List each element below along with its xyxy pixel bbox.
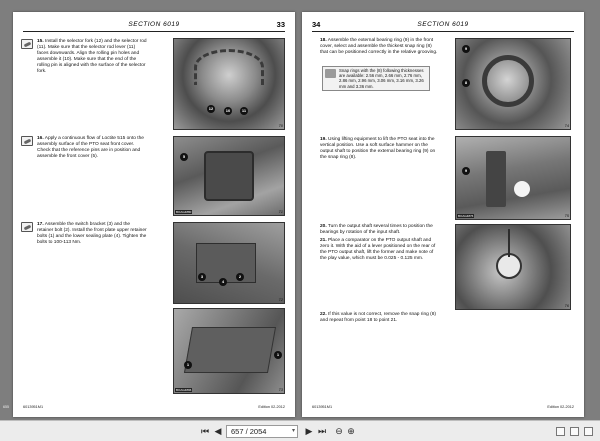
figure-number: 74 (564, 123, 569, 128)
figure-71-photo (173, 136, 285, 216)
last-page-icon[interactable]: ⏭ (317, 426, 327, 436)
tool-icon (21, 39, 33, 49)
fullscreen-icon[interactable] (584, 427, 593, 436)
double-page-view-icon[interactable] (570, 427, 579, 436)
page-34: 34 SECTION 6019 18. Assemble the external bearing ring (9) in the front cover, select and assemble the thickest snap ring (8) that can be positioned correctly in the relative grooving. Snap rings with the (8) following thicknesses are available: 2.56 mm, 2.66 mm, 2.76 mm, 2.86 mm, 2.96 mm, 3.06 mm, 3.16 mm, 3.26 mm and 3.36 mm. 9 8 74 19. Using lifting equipment to lift the PTO seat into the vertical position. Use a soft surface hammer on the output shaft to position the external bearing ring (9) on the snap ring (8). 9 BOAG4876 75 20. Turn the output shaft several times to position the bearings by rotation of the input shaft. 21. Place a comparator on the PTO output shaft and zero it. With the aid of a lever positioned on the rear of the PTO output shaft, lift the former and make note of the play value, which must be 0.025 - 0.125 mm. 76 22. If this value is not correct, remove the snap ring (8) and repeat from point 18 to point 21. 6013951M1 Edition 02-2012 (302, 12, 584, 417)
zoom-in-icon[interactable]: ⊕ (347, 426, 355, 436)
step-text: Assemble the external bearing ring (9) in the front cover, select and assemble the thickest snap ring (8) that can be positioned correctly in the relative grooving. (320, 38, 438, 55)
figure-number: 73 (278, 387, 283, 392)
page-number: 33 (276, 20, 285, 29)
callout-5: 5 (180, 153, 188, 161)
step-text: If this value is not correct, remove the snap ring (8) and repeat from point 18 to point 21. (320, 312, 436, 323)
figure-73-photo (173, 308, 285, 394)
step-text: Place a comparator on the PTO output shaft and zero it. With the aid of a lever positioned on the rear of the PTO output shaft, lift the former and make note of the play value, which must be 0.025 - 0.125 mm. (320, 238, 436, 261)
step-text: Install the selector fork (12) and the selector rod (11). Make sure that the selector rod lever (11) faces downwards. Align the rolling pin holes and assemble it (10). Make sure that the end of the rolling pin is aligned with the surface of the selector fork. (37, 39, 147, 74)
image-code: BOAG4896 (176, 388, 192, 392)
figure-number: 76 (564, 303, 569, 308)
step-text: Apply a continuous flow of Loctite 515 onto the assembly surface of the PTO seat front cover. Check that the reference pins are in position and assemble the front cover (5). (37, 136, 144, 159)
page-number-input[interactable] (226, 425, 298, 438)
tool-icon (21, 222, 33, 232)
step-text: Using lifting equipment to lift the PTO seat into the vertical position. Use a soft surface hammer on the output shaft to position the external bearing ring (9) on the snap ring (8). (320, 137, 436, 160)
section-title: SECTION 6019 (128, 21, 180, 28)
callout-9: 9 (462, 45, 470, 53)
first-page-icon[interactable]: ⏮ (200, 426, 210, 436)
callout-11: 11 (241, 108, 247, 113)
page-header (23, 18, 285, 32)
page-header (312, 18, 574, 32)
note-box (322, 66, 430, 91)
page-number: 34 (312, 20, 321, 29)
callout-12: 12 (208, 106, 214, 111)
callout-3: 3 (198, 273, 206, 281)
figure-number: 75 (564, 213, 569, 218)
figure-76-photo (455, 224, 571, 310)
document-code: 6013951M1 (23, 405, 44, 409)
image-code: BOAG4880 (176, 210, 192, 214)
callout-4: 4 (219, 278, 227, 286)
callout-9: 9 (462, 167, 470, 175)
next-page-icon[interactable]: ▶ (305, 426, 313, 436)
tool-icon (21, 136, 33, 146)
callout-10: 10 (225, 108, 231, 113)
edition: Edition 02-2012 (258, 405, 285, 409)
single-page-view-icon[interactable] (556, 427, 565, 436)
callout-1-right: 1 (274, 351, 282, 359)
page-number-value: 657 / 2054 (231, 427, 267, 436)
document-code: 6013951M1 (312, 405, 333, 409)
prev-page-icon[interactable]: ◀ (214, 426, 222, 436)
page-33: SECTION 6019 33 15. Install the selector fork (12) and the selector rod (11). Make sure that the selector rod lever (11) faces downwards. Align the rolling pin holes and assemble it (10). Make sure that the end of the rolling pin is aligned with the surface of the selector fork. 12 10 11 70 16. Apply a continuous flow of Loctite 515 onto the assembly surface of the PTO seat front cover. Check that the reference pins are in position and assemble the front cover (5). 5 BOAG4880 71 17. Assemble the switch bracket (3) and the retainer bolt (2). Install the front plate upper retainer bolts (1) and the lower sealing plate (4). Tighten the bolts to 100-113 Nm. 3 2 4 72 1 1 BOAG4896 73 6013951M1 Edition 02-2012 (13, 12, 295, 417)
image-code: BOAG4876 (458, 214, 474, 218)
figure-number: 71 (278, 209, 283, 214)
info-icon (325, 69, 336, 78)
chevron-down-icon[interactable]: ▾ (291, 428, 295, 434)
figure-number: 72 (278, 297, 283, 302)
step-text: Assemble the switch bracket (3) and the retainer bolt (2). Install the front plate upper retainer bolts (1) and the lower sealing plate (4). Tighten the bolts to 100-113 Nm. (37, 222, 147, 245)
callout-8: 8 (462, 79, 470, 87)
viewer-toolbar (0, 420, 600, 441)
zoom-out-icon[interactable]: ⊖ (335, 426, 343, 436)
figure-74-photo (455, 38, 571, 130)
figure-number: 70 (278, 123, 283, 128)
step-text: Turn the output shaft several times to position the bearings by rotation of the input shaft. (320, 224, 433, 235)
figure-70-photo (173, 38, 285, 130)
section-title: SECTION 6019 (417, 21, 469, 28)
callout-1-left: 1 (184, 361, 192, 369)
note-text: Snap rings with the (8) following thicknesses are available: 2.56 mm, 2.66 mm, 2.76 mm, 2.86 mm, 2.96 mm, 3.06 mm, 3.16 mm, 3.26 mm and 3.36 mm. (339, 68, 424, 89)
edition: Edition 02-2012 (547, 405, 574, 409)
figure-75-photo (455, 136, 571, 220)
page-index-label: 655 (3, 405, 9, 409)
figure-72-photo (173, 222, 285, 304)
callout-2: 2 (236, 273, 244, 281)
